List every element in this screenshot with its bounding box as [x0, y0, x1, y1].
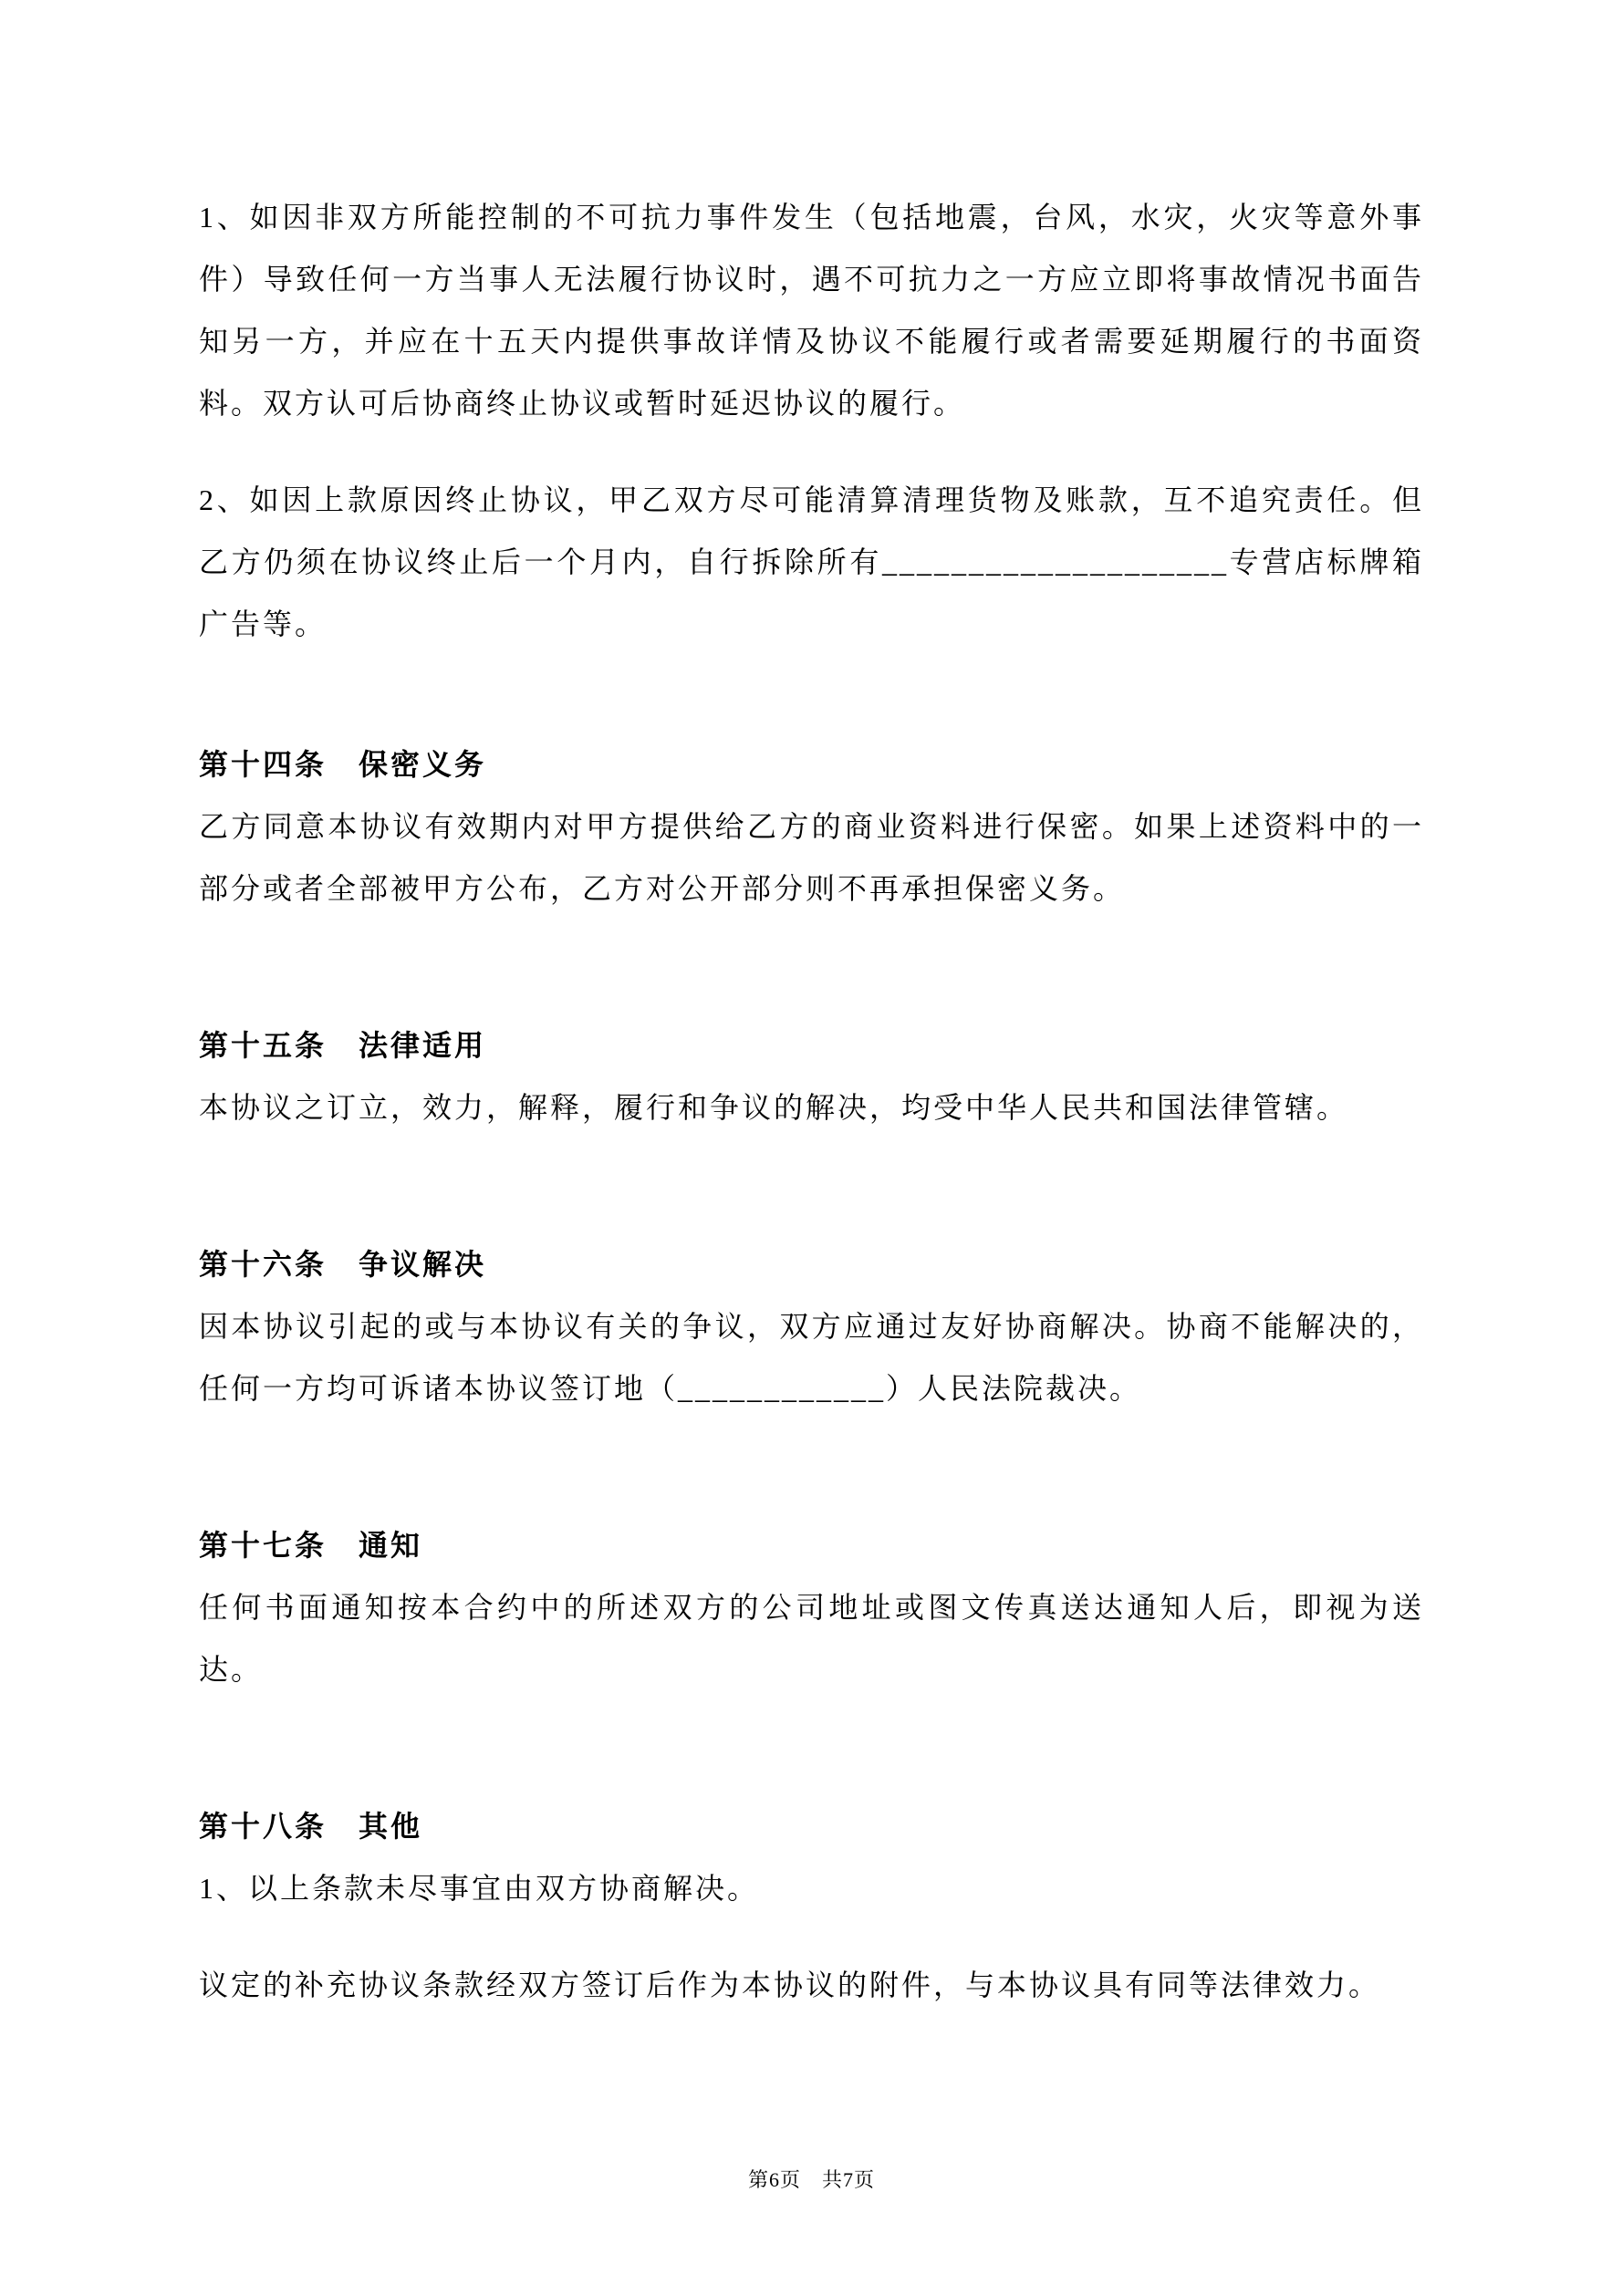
- section-article-16: [199, 1233, 1424, 1419]
- notice-clause: 任何书面通知按本合约中的所述双方的公司地址或图文传真送达通知人后，即视为送达。: [199, 1591, 1424, 1686]
- dispute-resolution-clause: 因本协议引起的或与本协议有关的争议，双方应通过友好协商解决。协商不能解决的，任何一方均可诉诸本协议签订地（____________）人民法院裁决。: [199, 1310, 1424, 1405]
- page-number-indicator: 第6页 共7页: [747, 2168, 875, 2191]
- miscellaneous-clause-2: 议定的补充协议条款经双方签订后作为本协议的附件，与本协议具有同等法律效力。: [199, 1969, 1381, 2001]
- contract-body: [199, 186, 1424, 2016]
- section-heading-notice: 第十七条 通知: [199, 1529, 423, 1562]
- page-footer: [0, 2166, 1623, 2195]
- confidentiality-clause: 乙方同意本协议有效期内对甲方提供给乙方的商业资料进行保密。如果上述资料中的一部分或者全部被甲方公布，乙方对公开部分则不再承担保密义务。: [199, 810, 1424, 905]
- section-heading-dispute-resolution: 第十六条 争议解决: [199, 1248, 487, 1281]
- section-heading-confidentiality: 第十四条 保密义务: [199, 748, 487, 781]
- section-article-18: [199, 1795, 1424, 2016]
- section-heading-miscellaneous: 第十八条 其他: [199, 1810, 423, 1843]
- section-article-14: [199, 733, 1424, 919]
- section-article-15: [199, 1014, 1424, 1138]
- miscellaneous-clause-1: 1、以上条款未尽事宜由双方协商解决。: [199, 1872, 760, 1905]
- force-majeure-clause-1: 1、如因非双方所能控制的不可抗力事件发生（包括地震，台风，水灾，火灾等意外事件）导致任何一方当事人无法履行协议时，遇不可抗力之一方应立即将事故情况书面告知另一方，并应在十五天内提供事故详情及协议不能履行或者需要延期履行的书面资料。双方认可后协商终止协议或暂时延迟协议的履行。: [199, 201, 1424, 420]
- section-article-17: [199, 1514, 1424, 1700]
- force-majeure-clause-2: 2、如因上款原因终止协议，甲乙双方尽可能清算清理货物及账款，互不追究责任。但乙方仍须在协议终止后一个月内，自行拆除所有____________________专营店标牌箱广告等。: [199, 483, 1424, 640]
- governing-law-clause: 本协议之订立，效力，解释，履行和争议的解决，均受中华人民共和国法律管辖。: [199, 1091, 1349, 1124]
- section-heading-governing-law: 第十五条 法律适用: [199, 1029, 487, 1062]
